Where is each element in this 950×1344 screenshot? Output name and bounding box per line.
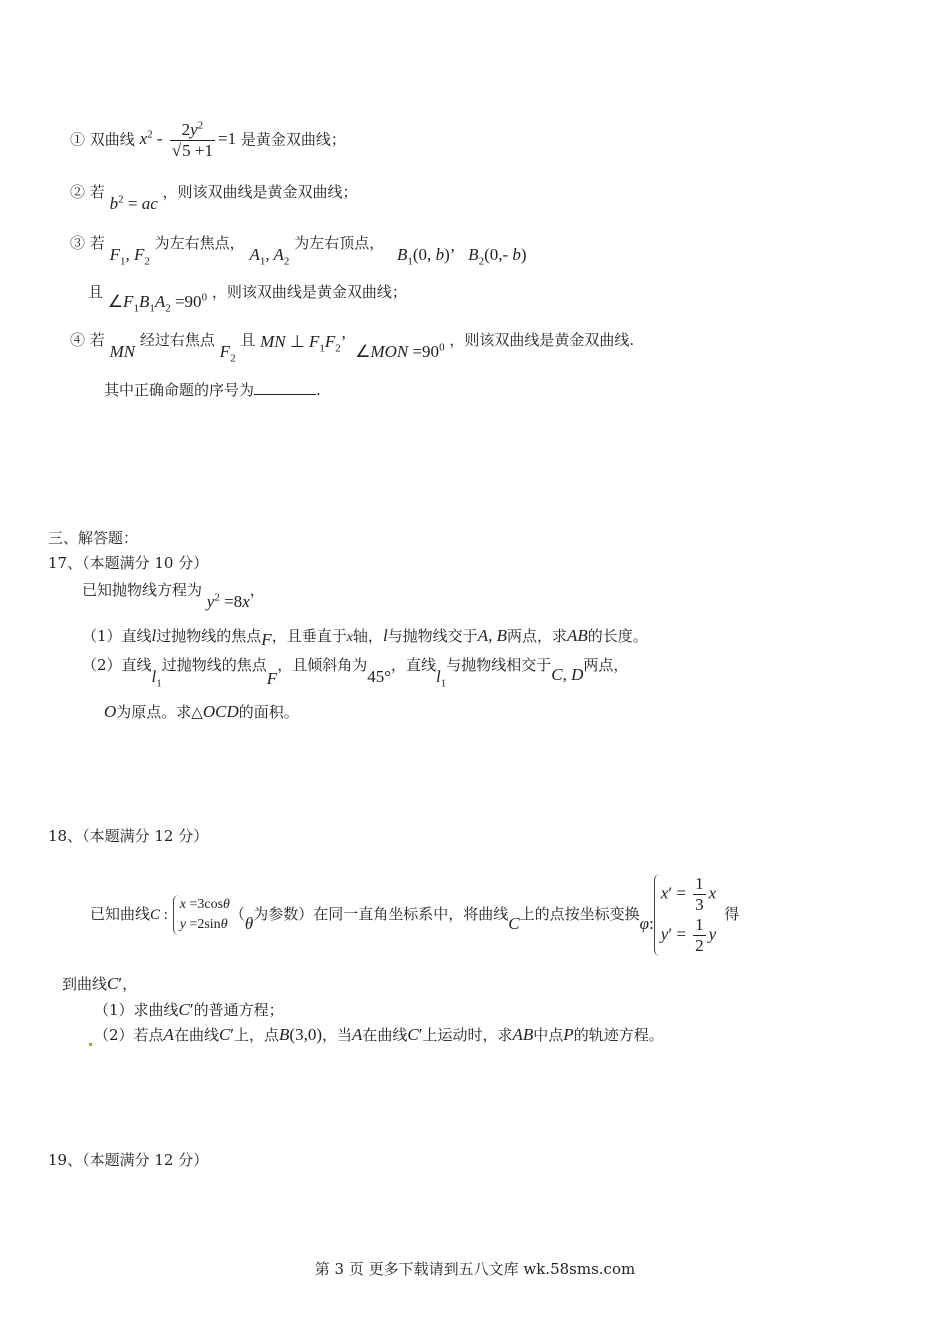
q17-header: 17、（本题满分 10 分） — [48, 554, 209, 572]
angle-45: 45° — [367, 667, 392, 686]
point-a: A — [352, 1025, 363, 1044]
item-suffix: 是黄金双曲线； — [240, 130, 346, 149]
part-text: 的轨迹方程。 — [573, 1026, 664, 1044]
part-text: 为原点。求△ — [116, 703, 203, 721]
q16-answer-line — [104, 380, 321, 400]
given-text: 为参数）在同一直角坐标系中，将曲线 — [253, 905, 509, 923]
point-p: P — [563, 1025, 574, 1044]
q16-item-3 — [70, 233, 527, 268]
q18-header: 18、（本题满分 12 分） — [48, 827, 209, 845]
points-cd: C, D — [551, 665, 584, 684]
line-l: l — [151, 626, 157, 645]
part-text: 上运动时，求 — [422, 1026, 513, 1044]
item-marker: ② — [70, 183, 86, 201]
q16-item-1 — [70, 120, 346, 161]
part-text: 过抛物线的焦点 — [156, 627, 262, 645]
q17-part-2b — [104, 702, 299, 722]
point-b: B(3,0) — [279, 1025, 322, 1044]
part-label: （2）直线 — [82, 656, 152, 674]
perpendicular-formula: MN ⊥ $F_1F_2$’ — [260, 332, 347, 355]
item-marker: ① — [70, 130, 86, 149]
chord-mn: MN — [109, 342, 136, 361]
item-suffix: ，则该双曲线是黄金双曲线； — [211, 283, 407, 301]
vertices-formula: $A_1$, $A_2$ — [249, 245, 290, 268]
item-prefix: 且 — [88, 283, 104, 301]
part-label: （2）若点 — [94, 1026, 164, 1044]
curve-c-prime: C′ — [178, 1000, 194, 1019]
part-text: ，且垂直于 — [271, 627, 347, 645]
item-text-2: 为左右顶点， — [294, 234, 385, 252]
part-label: （1）求曲线 — [94, 1001, 179, 1019]
item-text-2: 且 — [240, 331, 256, 349]
part-text: 两点， — [583, 656, 629, 674]
focus-f2: $F_2$ — [219, 342, 236, 365]
curve-c: C : — [150, 907, 168, 923]
item-prefix: 双曲线 — [89, 130, 135, 149]
curve-c: C — [508, 914, 520, 933]
q18-given-b: 到曲线C′， — [62, 974, 138, 993]
angle-formula: $\angle F_1B_1A_2 =90^0$ — [107, 291, 208, 315]
hyperbola-equation: $x^2$ - $\frac{2y^2}{√5 +1}$ =1 — [139, 119, 237, 160]
part-text: 的普通方程； — [193, 1001, 284, 1019]
answer-blank — [254, 380, 316, 395]
part-label: （1）直线 — [82, 627, 152, 645]
line-l: l — [382, 626, 388, 645]
part-text: ，当 — [322, 1026, 353, 1044]
item-marker: ④ — [70, 331, 86, 349]
part-text: 过抛物线的焦点 — [161, 656, 267, 674]
segment-ab: AB — [512, 1025, 534, 1044]
given-text: 已知抛物线方程为 — [82, 581, 203, 599]
item-text-1: 经过右焦点 — [139, 331, 215, 349]
answer-prompt: 其中正确命题的序号为 — [104, 381, 255, 399]
given-text: 到曲线 — [62, 975, 108, 993]
q17-part-2 — [82, 655, 629, 690]
item-text-1: 为左右焦点， — [154, 234, 245, 252]
line-l1: $l_1$ — [436, 667, 447, 690]
param-theta: θ — [244, 914, 254, 933]
focus-f: F — [266, 669, 278, 688]
point-b2: $B_2(0,-$ b) — [468, 245, 527, 268]
point-a: A — [163, 1025, 174, 1044]
triangle-ocd: OCD — [202, 702, 239, 721]
parabola-equation: $y^2 =8x$ — [206, 591, 250, 611]
q17-given — [82, 580, 265, 611]
curve-c-prime: C′ — [407, 1025, 423, 1044]
green-dot-mark — [89, 1043, 92, 1046]
given-text: 得 — [724, 905, 740, 923]
q17-part-1 — [82, 626, 648, 648]
foci-formula: $F_1$, $F_2$ — [109, 245, 150, 268]
focus-f: F — [261, 630, 272, 649]
origin-o: O — [104, 702, 117, 721]
curve-c-prime: C′ — [107, 974, 123, 993]
item-marker: ③ — [70, 234, 86, 252]
part-text: 轴， — [352, 627, 383, 645]
given-text: （ — [229, 905, 245, 923]
parametric-system: x =3cosθ y =2sinθ — [173, 895, 230, 935]
point-b1: $B_1(0$, b)’ — [397, 245, 456, 268]
curve-c-prime: C′ — [218, 1025, 235, 1044]
part-text: 与抛物线相交于 — [446, 656, 552, 674]
points-ab: A, B — [477, 626, 507, 645]
transform-system: x′ = $\frac{1}{3}$ x y′ = $\frac{1}{2}$ y — [654, 874, 716, 956]
condition-formula: $b^2$ = ac — [109, 193, 158, 213]
segment-ab: AB — [566, 626, 588, 645]
part-text: ，直线 — [391, 656, 437, 674]
given-end: ， — [249, 581, 265, 599]
q16-item-3b — [88, 282, 407, 315]
given-text: 上的点按坐标变换 — [519, 905, 640, 923]
part-text: 与抛物线交于 — [387, 627, 478, 645]
part-text: 的长度。 — [587, 627, 648, 645]
part-text: 在曲线 — [362, 1026, 408, 1044]
part-text: 中点 — [533, 1026, 564, 1044]
part-text: 两点，求 — [506, 627, 567, 645]
given-text: 已知曲线 — [90, 905, 151, 923]
q16-item-4 — [70, 330, 635, 365]
part-text: ，且倾斜角为 — [277, 656, 368, 674]
q18-part-2 — [94, 1025, 664, 1045]
q18-given — [90, 874, 739, 956]
axis-x: x — [346, 630, 353, 645]
line-l1: $l_1$ — [151, 667, 162, 690]
part-text: 的面积。 — [238, 703, 299, 721]
item-prefix: 若 — [89, 234, 105, 252]
item-suffix: ，则该双曲线是黄金双曲线； — [162, 183, 358, 201]
q18-part-1 — [94, 1000, 284, 1020]
part-text: 在曲线 — [173, 1026, 219, 1044]
answer-end: . — [316, 381, 321, 399]
angle-mon-formula: ∠MON $=90^0$ — [355, 341, 445, 361]
q16-item-2 — [70, 182, 358, 213]
item-text-3: ，则该双曲线是黄金双曲线. — [449, 331, 635, 349]
item-prefix: 若 — [89, 331, 105, 349]
q19-header: 19、（本题满分 12 分） — [48, 1151, 209, 1169]
section-title: 三、解答题： — [48, 529, 139, 547]
part-text: 上，点 — [234, 1026, 280, 1044]
page-footer: 第 3 页 更多下载请到五八文库 wk.58sms.com — [314, 1260, 636, 1278]
transform-phi: φ: — [639, 914, 654, 933]
item-prefix: 若 — [89, 183, 105, 201]
